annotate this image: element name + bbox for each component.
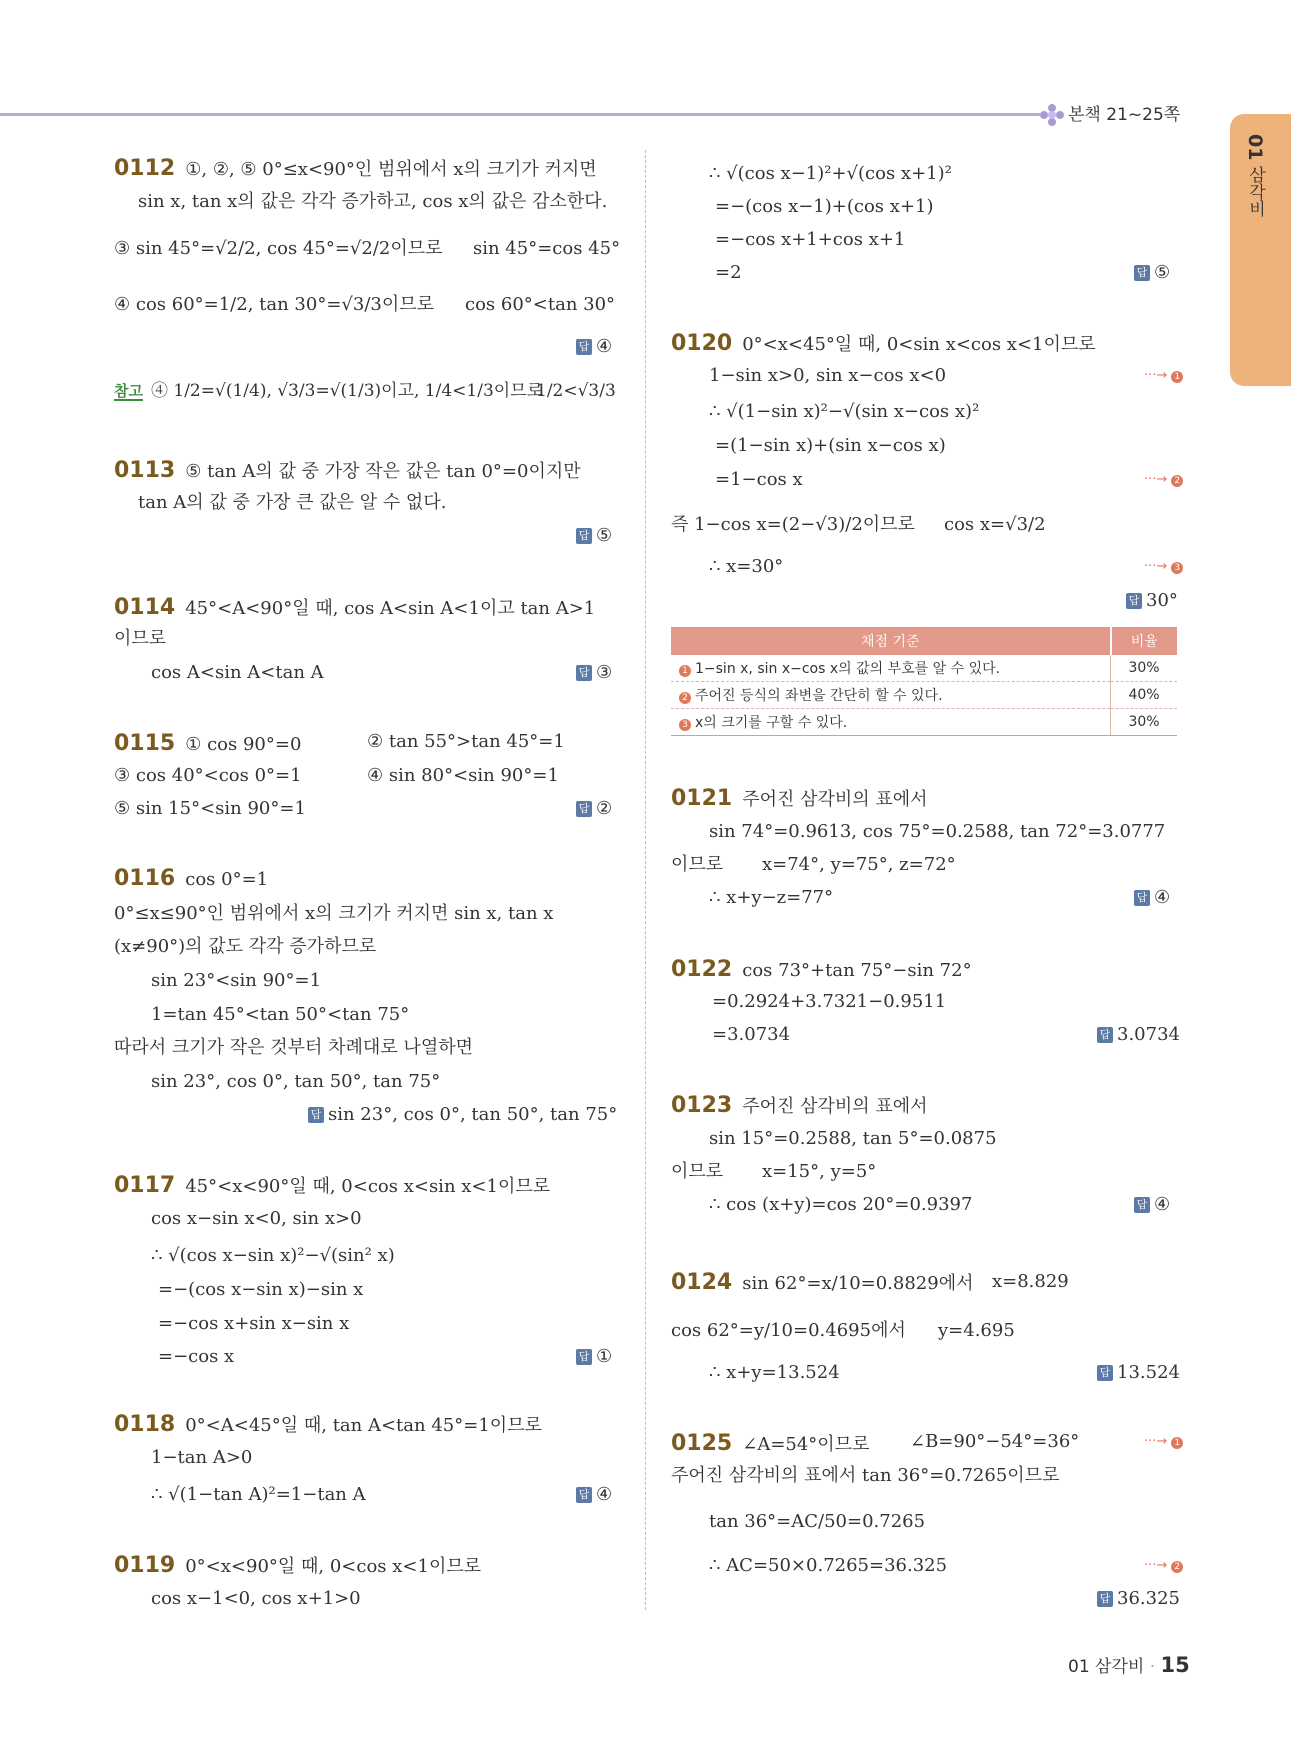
problem-0117-line3: ∴ √(cos x−sin x)²−√(sin² x) [151, 1245, 395, 1266]
step-marker-1: ···→ 1 [1144, 368, 1183, 383]
problem-0113-line2: tan A의 값 중 가장 큰 값은 알 수 없다. [138, 492, 447, 513]
problem-0120-line6-result: cos x=√3/2 [944, 514, 1046, 535]
problem-0112-line1: 0112 ①, ②, ⑤ 0°≤x<90°인 범위에서 x의 크기가 커지면 [114, 156, 597, 181]
problem-0115-choice4: ④ sin 80°<sin 90°=1 [367, 765, 559, 786]
step-marker-1: ···→ 1 [1144, 1434, 1183, 1449]
problem-number: 0112 [114, 156, 176, 181]
problem-number: 0115 [114, 731, 176, 756]
problem-0120-line6: 즉 1−cos x=(2−√3)/2이므로 [671, 514, 915, 535]
problem-0123-answer: 답 ④ [1134, 1196, 1170, 1214]
answer-icon: 답 [1126, 593, 1142, 609]
header-rule [0, 113, 1040, 116]
chapter-tab-label [1244, 134, 1268, 217]
problem-number: 0117 [114, 1173, 176, 1198]
problem-0118-line1: 0118 0°<A<45°일 때, tan A<tan 45°=1이므로 [114, 1412, 542, 1437]
problem-0119-line6: =2 [715, 262, 742, 283]
problem-0115-answer: 답 ② [576, 800, 612, 818]
problem-number: 0118 [114, 1412, 176, 1437]
problem-0119-line5: =−cos x+1+cos x+1 [715, 229, 906, 250]
answer-icon: 답 [1134, 265, 1150, 281]
answer-icon: 답 [576, 1487, 592, 1503]
criteria-text: 1−sin x, sin x−cos x의 값의 부호를 알 수 있다. [695, 661, 1001, 677]
problem-0122-line1: 0122 cos 73°+tan 75°−sin 72° [671, 957, 972, 982]
problem-0112-line3-result: sin 45°=cos 45° [473, 238, 621, 259]
problem-0113-answer: 답 ⑤ [576, 527, 612, 545]
problem-0124-line2-result: y=4.695 [938, 1320, 1015, 1341]
problem-0125-line3: tan 36°=AC/50=0.7265 [709, 1511, 926, 1532]
problem-number: 0124 [671, 1270, 733, 1295]
problem-0120-line5: =1−cos x [715, 469, 803, 490]
chapter-tab-title: 삼각비 [1245, 165, 1265, 217]
answer-icon: 답 [576, 665, 592, 681]
problem-number: 0123 [671, 1093, 733, 1118]
answer-icon: 답 [576, 1349, 592, 1365]
problem-0117-line5: =−cos x+sin x−sin x [158, 1313, 350, 1334]
problem-0123-line3-values: x=15°, y=5° [762, 1161, 877, 1182]
problem-0112-note: 참고 ④ 1/2=√(1/4), √3/3=√(1/3)이고, 1/4<1/3이므로 [114, 381, 544, 401]
problem-0114-answer: 답 ③ [576, 664, 612, 682]
problem-0121-line1: 0121 주어진 삼각비의 표에서 [671, 786, 928, 811]
ratio-value: 30% [1111, 655, 1178, 682]
problem-0112-note-result: 1/2<√3/3 [536, 381, 616, 401]
problem-0117-line2: cos x−sin x<0, sin x>0 [151, 1208, 362, 1229]
book-reference-text: 본책 21~25쪽 [1068, 105, 1181, 125]
answer-icon: 답 [1134, 890, 1150, 906]
scoring-table [671, 627, 1177, 736]
problem-0124-answer: 답 13.524 [1097, 1364, 1180, 1382]
problem-0114-line2: 이므로 [114, 628, 167, 649]
criteria-text: 주어진 등식의 좌변을 간단히 할 수 있다. [695, 688, 943, 704]
problem-0120-line4: =(1−sin x)+(sin x−cos x) [715, 435, 946, 456]
problem-0124-line1: 0124 sin 62°=x/10=0.8829에서 [671, 1270, 974, 1295]
problem-0119-line4: =−(cos x−1)+(cos x+1) [715, 196, 934, 217]
problem-0112-line4: ④ cos 60°=1/2, tan 30°=√3/3이므로 [114, 294, 435, 315]
page-footer: 01 삼각비 · 15 [1068, 1653, 1190, 1677]
problem-0124-line3: ∴ x+y=13.524 [709, 1362, 840, 1383]
answer-icon: 답 [1097, 1365, 1113, 1381]
problem-0121-line4: ∴ x+y−z=77° [709, 887, 834, 908]
problem-0121-answer: 답 ④ [1134, 889, 1170, 907]
problem-0122-line3: =3.0734 [712, 1024, 791, 1045]
problem-0118-line2: 1−tan A>0 [151, 1447, 253, 1468]
problem-0117-answer: 답 ① [576, 1348, 612, 1366]
problem-0125-line1-result: ∠B=90°−54°=36° [910, 1431, 1080, 1452]
problem-0123-line1: 0123 주어진 삼각비의 표에서 [671, 1093, 928, 1118]
problem-0124-line1-result: x=8.829 [992, 1271, 1069, 1292]
problem-0119-line1: 0119 0°<x<90°일 때, 0<cos x<1이므로 [114, 1553, 482, 1578]
problem-0120-line7: ∴ x=30° [709, 556, 784, 577]
problem-0116-answer: 답 sin 23°, cos 0°, tan 50°, tan 75° [308, 1106, 617, 1124]
chapter-tab-number: 01 [1244, 134, 1266, 161]
problem-0116-line1: 0116 cos 0°=1 [114, 866, 269, 891]
ratio-header: 비율 [1111, 627, 1178, 655]
answer-icon: 답 [576, 528, 592, 544]
problem-0117-line4: =−(cos x−sin x)−sin x [158, 1279, 364, 1300]
problem-0112-line2: sin x, tan x의 값은 각각 증가하고, cos x의 값은 감소한다. [138, 191, 608, 212]
footer-chapter: 01 삼각비 [1068, 1657, 1145, 1677]
problem-0112-line4-result: cos 60°<tan 30° [465, 294, 616, 315]
problem-0117-line6: =−cos x [158, 1346, 235, 1367]
problem-0119-line3: ∴ √(cos x−1)²+√(cos x+1)² [709, 163, 952, 184]
problem-0123-line2: sin 15°=0.2588, tan 5°=0.0875 [709, 1128, 997, 1149]
problem-0121-line2: sin 74°=0.9613, cos 75°=0.2588, tan 72°=3.0777 [709, 821, 1166, 842]
problem-0116-line3: (x≠90°)의 값도 각각 증가하므로 [114, 936, 377, 957]
problem-0116-line6: 따라서 크기가 작은 것부터 차례대로 나열하면 [114, 1037, 473, 1058]
table-row: 3 x의 크기를 구할 수 있다. 30% [671, 709, 1177, 736]
scoring-table-header [671, 627, 1177, 655]
problem-0125-line1: 0125 ∠A=54°이므로 [671, 1431, 870, 1456]
ratio-value: 40% [1111, 682, 1178, 709]
answer-icon: 답 [1097, 1027, 1113, 1043]
problem-0114-line1: 0114 45°<A<90°일 때, cos A<sin A<1이고 tan A>1 [114, 595, 596, 620]
problem-0112-line3: ③ sin 45°=√2/2, cos 45°=√2/2이므로 [114, 238, 443, 259]
column-divider [645, 150, 646, 1610]
page-number: 15 [1160, 1653, 1190, 1677]
problem-0115-choice5: ⑤ sin 15°<sin 90°=1 [114, 798, 306, 819]
step-marker-2: ···→ 2 [1144, 472, 1183, 487]
problem-number: 0120 [671, 331, 733, 356]
answer-icon: 답 [308, 1107, 324, 1123]
problem-0121-line3-values: x=74°, y=75°, z=72° [762, 854, 956, 875]
table-row: 1 1−sin x, sin x−cos x의 값의 부호를 알 수 있다. 30% [671, 655, 1177, 682]
problem-0112-answer: 답 ④ [576, 338, 612, 356]
problem-0115-choice2: ② tan 55°>tan 45°=1 [367, 731, 565, 752]
problem-0116-line7: sin 23°, cos 0°, tan 50°, tan 75° [151, 1071, 441, 1092]
problem-number: 0125 [671, 1431, 733, 1456]
problem-0120-line1: 0120 0°<x<45°일 때, 0<sin x<cos x<1이므로 [671, 331, 1096, 356]
note-tag: 참고 [114, 382, 143, 400]
problem-number: 0113 [114, 458, 176, 483]
problem-0121-line3: 이므로 [671, 854, 724, 875]
problem-0114-line3: cos A<sin A<tan A [151, 662, 324, 683]
problem-number: 0119 [114, 1553, 176, 1578]
problem-0116-line5: 1=tan 45°<tan 50°<tan 75° [151, 1004, 410, 1025]
problem-0120-answer: 답 30° [1126, 592, 1178, 610]
problem-0119-line2: cos x−1<0, cos x+1>0 [151, 1588, 361, 1609]
problem-number: 0116 [114, 866, 176, 891]
problem-0113-line1: 0113 ⑤ tan A의 값 중 가장 작은 값은 tan 0°=0이지만 [114, 458, 581, 483]
problem-0123-line4: ∴ cos (x+y)=cos 20°=0.9397 [709, 1194, 973, 1215]
problem-number: 0114 [114, 595, 176, 620]
problem-0122-line2: =0.2924+3.7321−0.9511 [712, 991, 947, 1012]
step-marker-3: ···→ 3 [1144, 559, 1183, 574]
criteria-header: 채점 기준 [671, 627, 1111, 655]
criteria-text: x의 크기를 구할 수 있다. [695, 715, 848, 731]
book-reference [1040, 100, 1180, 126]
answer-icon: 답 [1134, 1197, 1150, 1213]
step-marker-2: ···→ 2 [1144, 1558, 1183, 1573]
problem-0120-line2: 1−sin x>0, sin x−cos x<0 [709, 365, 947, 386]
problem-0122-answer: 답 3.0734 [1097, 1026, 1180, 1044]
problem-0115-line1: 0115 ① cos 90°=0 [114, 731, 302, 756]
problem-0125-answer: 답 36.325 [1097, 1590, 1180, 1608]
problem-0116-line2: 0°≤x≤90°인 범위에서 x의 크기가 커지면 sin x, tan x [114, 903, 554, 924]
problem-0125-line2: 주어진 삼각비의 표에서 tan 36°=0.7265이므로 [671, 1465, 1060, 1486]
problem-0120-line3: ∴ √(1−sin x)²−√(sin x−cos x)² [709, 401, 980, 422]
problem-number: 0122 [671, 957, 733, 982]
problem-0118-answer: 답 ④ [576, 1486, 612, 1504]
problem-0117-line1: 0117 45°<x<90°일 때, 0<cos x<sin x<1이므로 [114, 1173, 551, 1198]
answer-icon: 답 [1097, 1591, 1113, 1607]
problem-0124-line2: cos 62°=y/10=0.4695에서 [671, 1320, 906, 1341]
problem-0115-choice3: ③ cos 40°<cos 0°=1 [114, 765, 302, 786]
ratio-value: 30% [1111, 709, 1178, 736]
flower-dots-icon [1040, 104, 1064, 126]
problem-0119-answer: 답 ⑤ [1134, 264, 1170, 282]
answer-icon: 답 [576, 339, 592, 355]
table-row: 2 주어진 등식의 좌변을 간단히 할 수 있다. 40% [671, 682, 1177, 709]
problem-0123-line3: 이므로 [671, 1161, 724, 1182]
answer-icon: 답 [576, 801, 592, 817]
problem-0125-line4: ∴ AC=50×0.7265=36.325 [709, 1555, 948, 1576]
problem-0116-line4: sin 23°<sin 90°=1 [151, 970, 322, 991]
problem-0118-line3: ∴ √(1−tan A)²=1−tan A [151, 1484, 366, 1505]
problem-number: 0121 [671, 786, 733, 811]
